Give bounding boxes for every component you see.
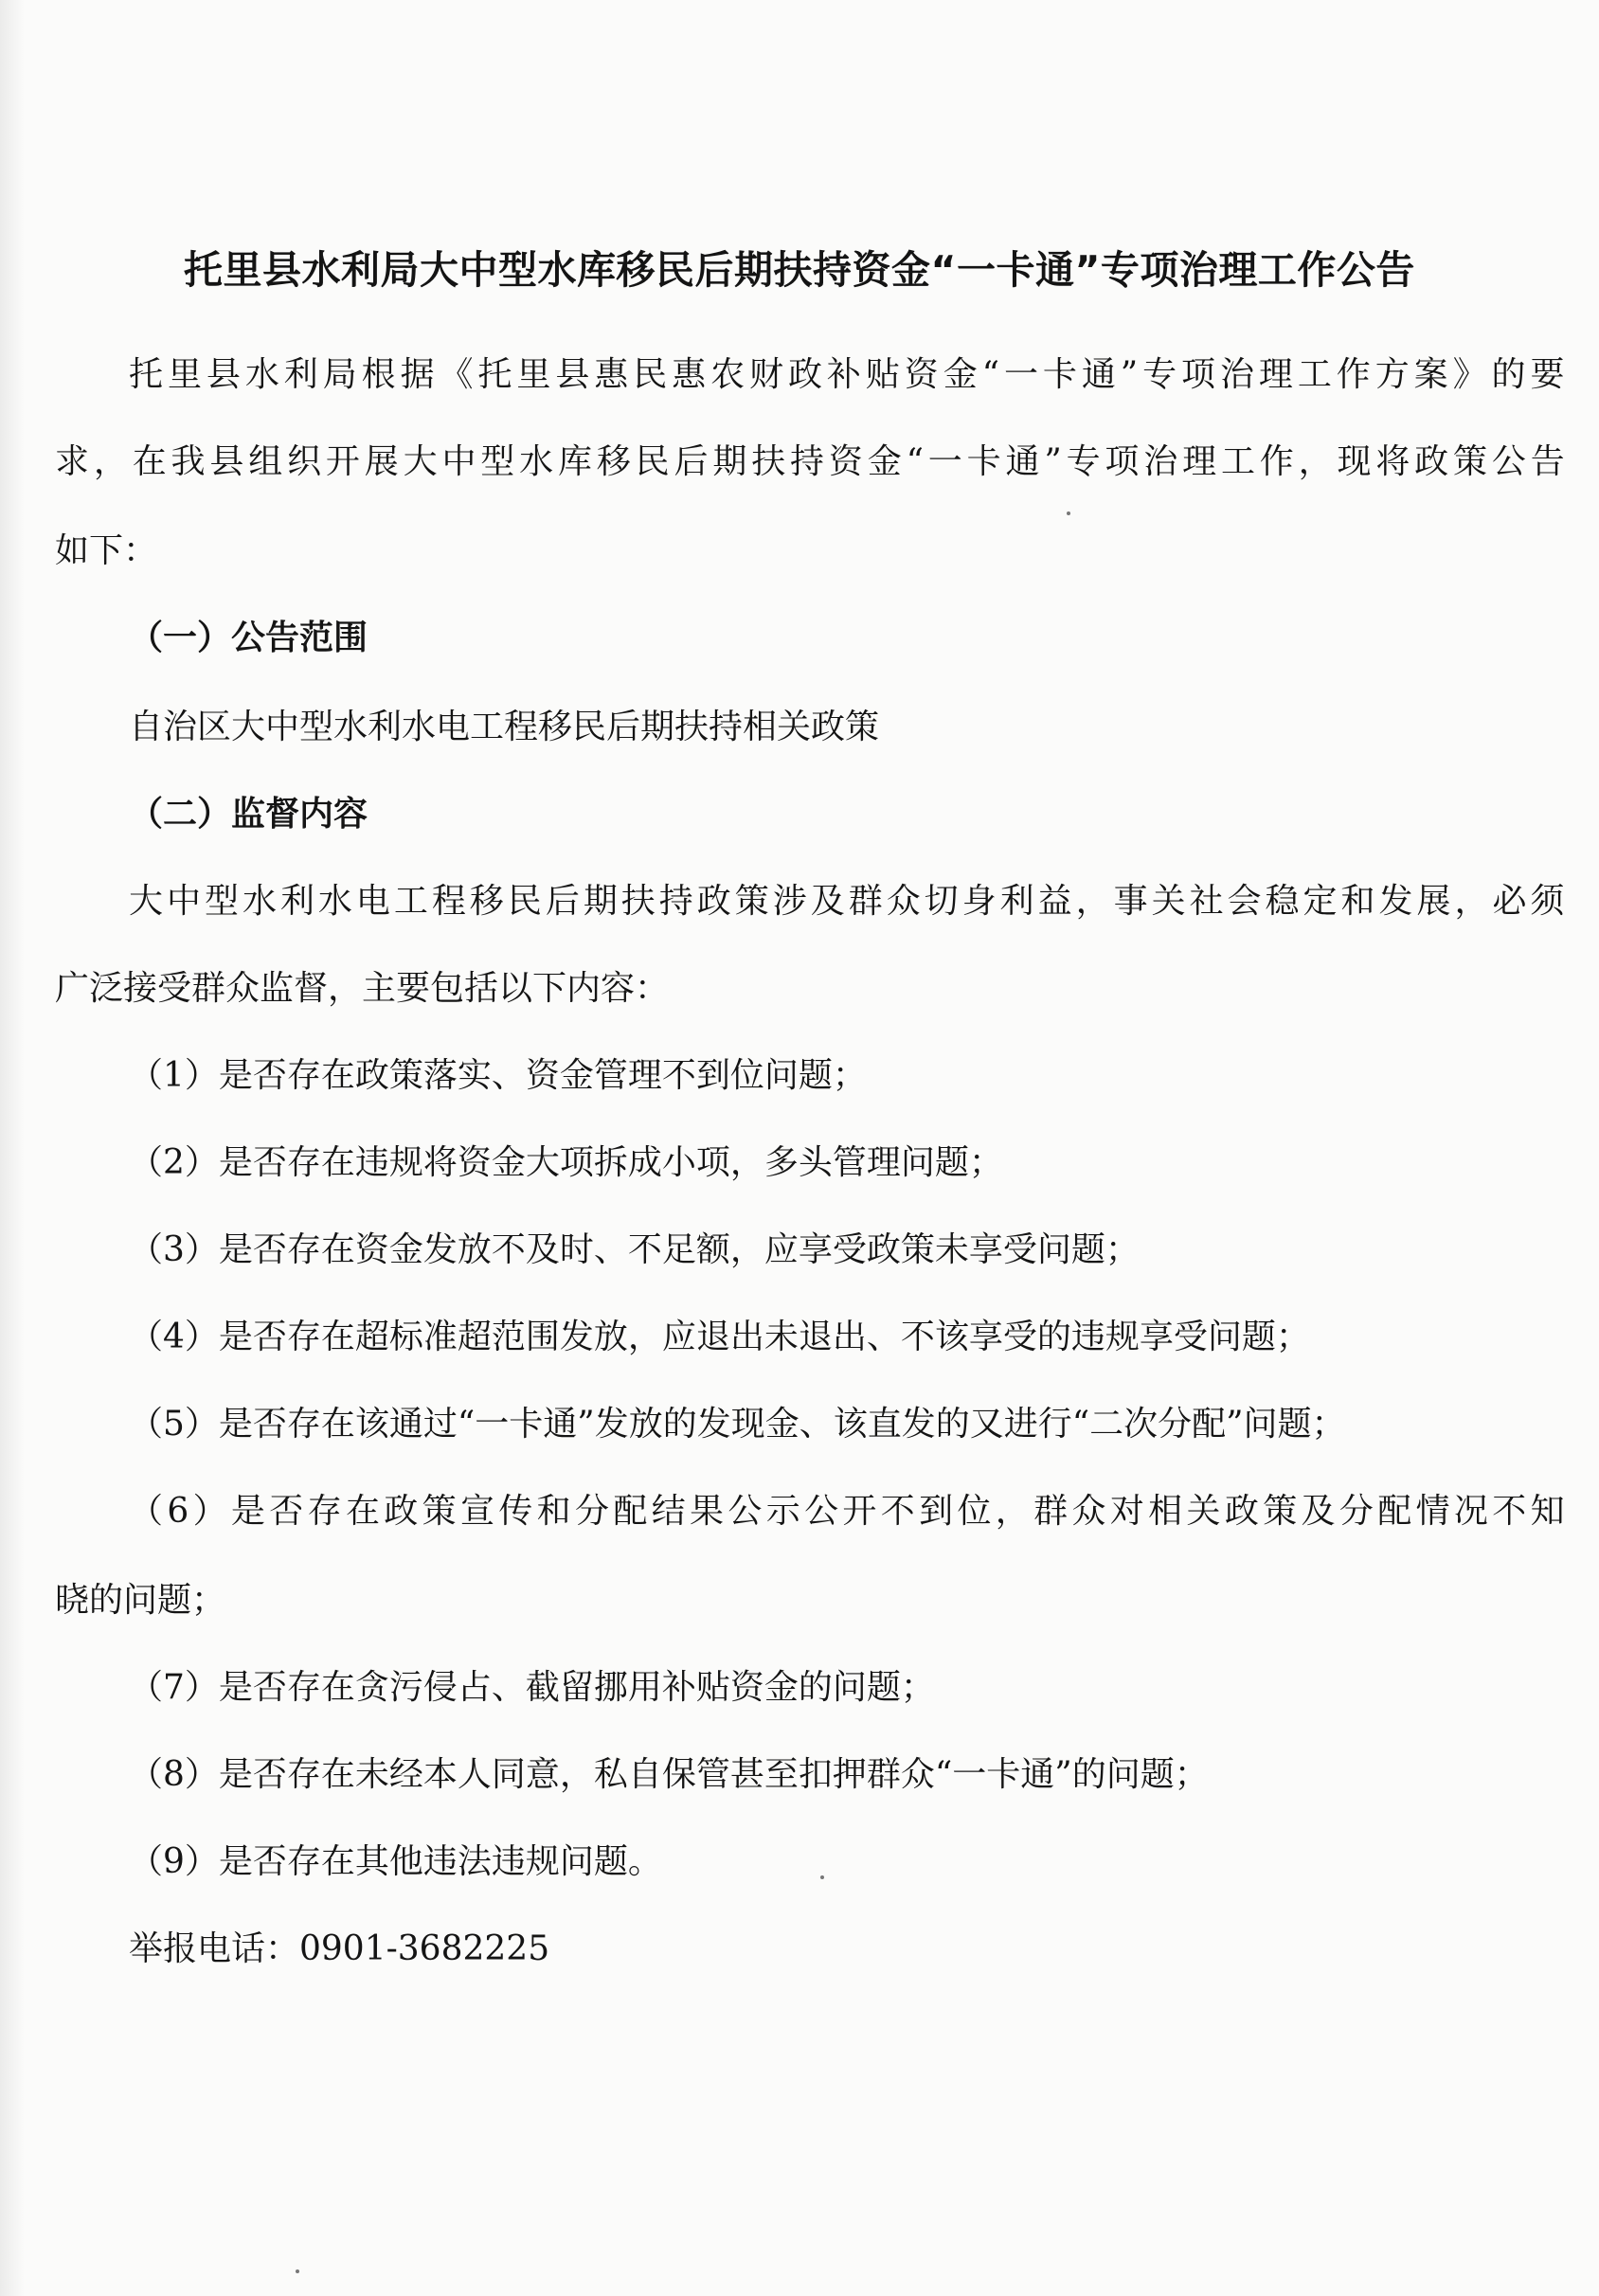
list-item-4: （4）是否存在超标准超范围发放，应退出未退出、不该享受的违规享受问题；: [129, 1318, 1310, 1356]
list-item-5: （5）是否存在该通过“一卡通”发放的发现金、该直发的又进行“二次分配”问题；: [129, 1405, 1346, 1444]
intro-line-1: 托 里 县 水 利 局 根 据 《 托 里 县 惠 民 惠 农 财 政 补 贴 资 金 “ 一 卡 通 ” 专 项 治 理 工 作 方 案 》 的 要: [129, 355, 1565, 394]
scan-speck: [820, 1875, 824, 1879]
section-2-intro-line-1: 大 中 型 水 利 水 电 工 程 移 民 后 期 扶 持 政 策 涉 及 群 众 切 身 利 益 ， 事 关 社 会 稳 定 和 发 展 ， 必 须: [129, 882, 1565, 921]
intro-line-3: 如下：: [55, 531, 158, 570]
section-2-heading: （二）监督内容: [129, 795, 368, 834]
intro-line-2: 求 ， 在 我 县 组 织 开 展 大 中 型 水 库 移 民 后 期 扶 持 资 金 “ 一 卡 通 ” 专 项 治 理 工 作 ， 现 将 政 策 公 告: [55, 442, 1565, 481]
list-item-9: （9）是否存在其他违法违规问题。: [129, 1842, 662, 1881]
report-hotline: 举报电话：0901-3682225: [129, 1929, 550, 1968]
list-item-2: （2）是否存在违规将资金大项拆成小项，多头管理问题；: [129, 1143, 1003, 1182]
scan-speck: [296, 2269, 299, 2273]
scan-speck: [1067, 511, 1070, 515]
section-1-text: 自治区大中型水利水电工程移民后期扶持相关政策: [129, 708, 880, 746]
list-item-3: （3）是否存在资金发放不及时、不足额，应享受政策未享受问题；: [129, 1230, 1140, 1269]
list-item-8: （8）是否存在未经本人同意，私自保管甚至扣押群众“一卡通”的问题；: [129, 1755, 1209, 1794]
list-item-6-continued: 晓的问题；: [55, 1581, 226, 1620]
document-title: 托里县水利局大中型水库移民后期扶持资金“一卡通”专项治理工作公告: [184, 247, 1415, 293]
section-2-intro-line-2: 广泛接受群众监督，主要包括以下内容：: [55, 969, 670, 1008]
section-1-heading: （一）公告范围: [129, 619, 368, 657]
list-item-6: （ 6 ） 是 否 存 在 政 策 宣 传 和 分 配 结 果 公 示 公 开 不 到 位 ， 群 众 对 相 关 政 策 及 分 配 情 况 不 知: [129, 1492, 1565, 1531]
list-item-1: （1）是否存在政策落实、资金管理不到位问题；: [129, 1056, 867, 1095]
scan-edge-shadow: [0, 0, 25, 2296]
list-item-7: （7）是否存在贪污侵占、截留挪用补贴资金的问题；: [129, 1668, 935, 1707]
